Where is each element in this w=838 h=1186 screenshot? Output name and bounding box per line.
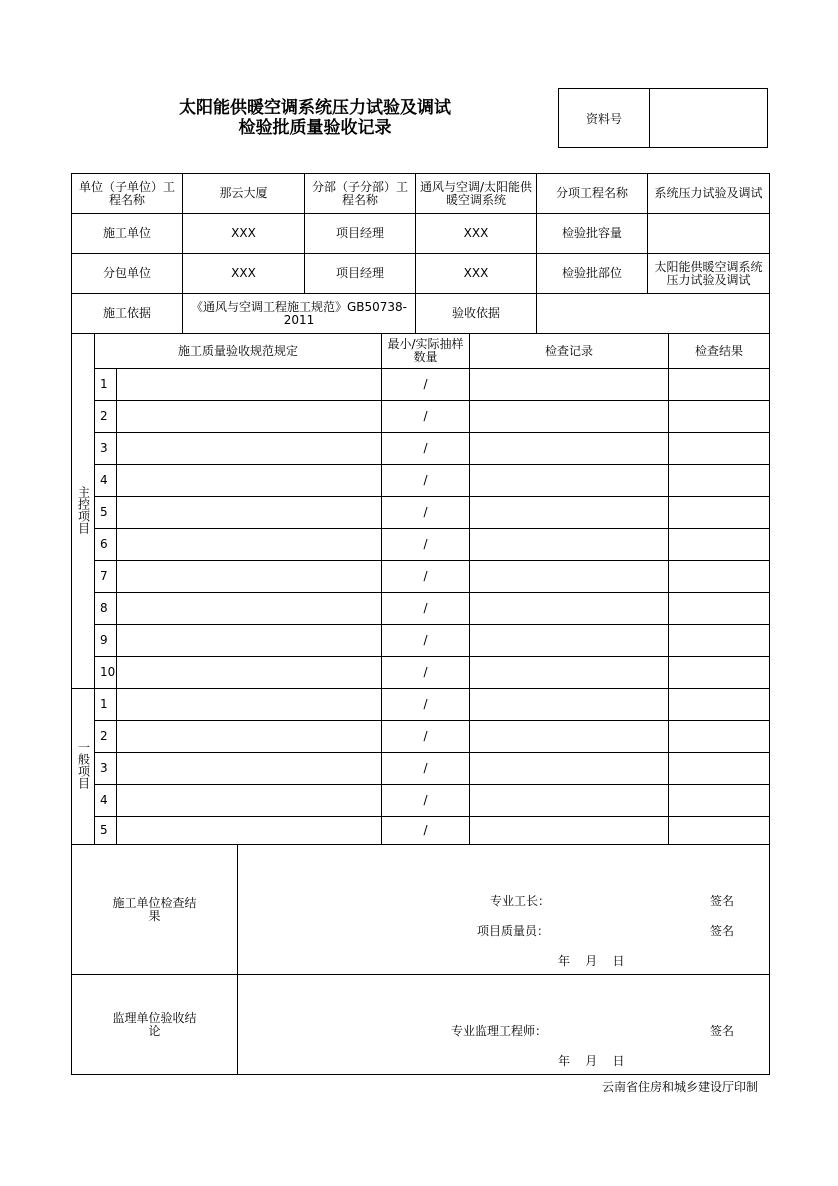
record-cell[interactable] — [470, 401, 669, 433]
doc-number-box — [558, 88, 768, 148]
sample-cell[interactable]: / — [382, 625, 470, 657]
pm2-value[interactable]: XXX — [416, 254, 537, 294]
items-table — [71, 333, 770, 845]
spec-cell[interactable] — [117, 785, 382, 817]
row-number: 8 — [95, 593, 117, 625]
qc-sign[interactable]: 签名 — [710, 924, 735, 938]
spec-cell[interactable] — [117, 817, 382, 845]
capacity-label: 检验批容量 — [537, 214, 648, 254]
table-row — [72, 625, 770, 657]
result-cell[interactable] — [669, 657, 770, 689]
unit-label: 单位（子单位）工程名称 — [72, 174, 183, 214]
result-cell[interactable] — [669, 433, 770, 465]
row-number: 2 — [95, 721, 117, 753]
result-cell[interactable] — [669, 817, 770, 845]
row-number: 1 — [95, 369, 117, 401]
result-cell[interactable] — [669, 401, 770, 433]
record-cell[interactable] — [470, 529, 669, 561]
foreman-label: 专业工长： — [490, 894, 551, 908]
record-cell[interactable] — [470, 465, 669, 497]
header-table — [71, 173, 770, 334]
sample-cell[interactable]: / — [382, 497, 470, 529]
record-cell[interactable] — [470, 625, 669, 657]
record-cell[interactable] — [470, 561, 669, 593]
record-cell[interactable] — [470, 721, 669, 753]
spec-cell[interactable] — [117, 497, 382, 529]
result-cell[interactable] — [669, 753, 770, 785]
sample-cell[interactable]: / — [382, 753, 470, 785]
row-number: 6 — [95, 529, 117, 561]
location-label: 检验批部位 — [537, 254, 648, 294]
spec-cell[interactable] — [117, 401, 382, 433]
col-record-header: 检查记录 — [470, 334, 669, 369]
sample-cell[interactable]: / — [382, 721, 470, 753]
spec-cell[interactable] — [117, 433, 382, 465]
spec-cell[interactable] — [117, 721, 382, 753]
main-items-label: 主控项目 — [72, 334, 95, 689]
general-items-label: 一般项目 — [72, 689, 95, 845]
location-value[interactable]: 太阳能供暖空调系统压力试验及调试 — [648, 254, 770, 294]
result-cell[interactable] — [669, 785, 770, 817]
result-cell[interactable] — [669, 369, 770, 401]
spec-cell[interactable] — [117, 657, 382, 689]
sample-cell[interactable]: / — [382, 433, 470, 465]
result-cell[interactable] — [669, 689, 770, 721]
row-number: 5 — [95, 497, 117, 529]
record-cell[interactable] — [470, 657, 669, 689]
table-row — [72, 753, 770, 785]
engineer-label: 专业监理工程师： — [451, 1024, 548, 1038]
spec-cell[interactable] — [117, 561, 382, 593]
record-cell[interactable] — [470, 369, 669, 401]
engineer-sign[interactable]: 签名 — [710, 1024, 735, 1038]
sample-cell[interactable]: / — [382, 689, 470, 721]
accept-value[interactable] — [537, 294, 770, 334]
sample-cell[interactable]: / — [382, 401, 470, 433]
sample-cell[interactable]: / — [382, 785, 470, 817]
subitem-value[interactable]: 系统压力试验及调试 — [648, 174, 770, 214]
title-line-1: 太阳能供暖空调系统压力试验及调试 — [179, 98, 451, 118]
pm2-label: 项目经理 — [305, 254, 416, 294]
row-number: 5 — [95, 817, 117, 845]
qc-label: 项目质量员： — [477, 924, 550, 938]
sample-cell[interactable]: / — [382, 593, 470, 625]
sample-cell[interactable]: / — [382, 465, 470, 497]
table-row — [72, 689, 770, 721]
subitem-label: 分项工程名称 — [537, 174, 648, 214]
footer-text: 云南省住房和城乡建设厅印制 — [601, 1080, 758, 1094]
table-row — [72, 369, 770, 401]
document-title — [120, 98, 510, 138]
result-cell[interactable] — [669, 561, 770, 593]
table-row — [72, 561, 770, 593]
accept-label: 验收依据 — [416, 294, 537, 334]
col-result-header: 检查结果 — [669, 334, 770, 369]
table-row — [72, 593, 770, 625]
supervision-label: 监理单位验收结论 — [72, 975, 238, 1075]
table-row — [72, 433, 770, 465]
result-cell[interactable] — [669, 497, 770, 529]
sample-cell[interactable]: / — [382, 561, 470, 593]
division-value[interactable]: 通风与空调/太阳能供暖空调系统 — [416, 174, 537, 214]
spec-cell[interactable] — [117, 369, 382, 401]
sample-cell[interactable]: / — [382, 817, 470, 845]
spec-cell[interactable] — [117, 593, 382, 625]
record-cell[interactable] — [470, 689, 669, 721]
construction-date[interactable]: 年 月 日 — [558, 954, 625, 968]
pm-value[interactable]: XXX — [416, 214, 537, 254]
pm-label: 项目经理 — [305, 214, 416, 254]
table-row — [72, 785, 770, 817]
col-spec-header: 施工质量验收规范规定 — [95, 334, 382, 369]
row-number: 9 — [95, 625, 117, 657]
capacity-value[interactable] — [648, 214, 770, 254]
result-cell[interactable] — [669, 465, 770, 497]
table-row — [72, 721, 770, 753]
contractor-value[interactable]: XXX — [183, 214, 305, 254]
doc-number-value[interactable] — [650, 89, 768, 148]
supervision-date[interactable]: 年 月 日 — [558, 1054, 625, 1068]
table-row — [72, 401, 770, 433]
row-number: 10 — [95, 657, 117, 689]
row-number: 3 — [95, 433, 117, 465]
sub-label: 分包单位 — [72, 254, 183, 294]
row-number: 3 — [95, 753, 117, 785]
record-cell[interactable] — [470, 433, 669, 465]
col-sample-header: 最小/实际抽样数量 — [382, 334, 470, 369]
row-number: 2 — [95, 401, 117, 433]
spec-cell[interactable] — [117, 625, 382, 657]
doc-number-label: 资料号 — [559, 89, 650, 148]
basis-value[interactable]: 《通风与空调工程施工规范》GB50738-2011 — [183, 294, 416, 334]
spec-cell[interactable] — [117, 753, 382, 785]
sub-value[interactable]: XXX — [183, 254, 305, 294]
row-number: 1 — [95, 689, 117, 721]
record-cell[interactable] — [470, 817, 669, 845]
construction-label: 施工单位检查结果 — [72, 845, 238, 975]
table-row — [72, 529, 770, 561]
sample-cell[interactable]: / — [382, 529, 470, 561]
row-number: 4 — [95, 785, 117, 817]
record-cell[interactable] — [470, 593, 669, 625]
spec-cell[interactable] — [117, 465, 382, 497]
record-cell[interactable] — [470, 497, 669, 529]
record-cell[interactable] — [470, 785, 669, 817]
title-line-2: 检验批质量验收记录 — [238, 118, 392, 138]
table-row — [72, 657, 770, 689]
table-row — [72, 817, 770, 845]
sample-cell[interactable]: / — [382, 369, 470, 401]
result-cell[interactable] — [669, 625, 770, 657]
table-row — [72, 465, 770, 497]
result-cell[interactable] — [669, 593, 770, 625]
division-label: 分部（子分部）工程名称 — [305, 174, 416, 214]
spec-cell[interactable] — [117, 689, 382, 721]
row-number: 7 — [95, 561, 117, 593]
contractor-label: 施工单位 — [72, 214, 183, 254]
result-cell[interactable] — [669, 721, 770, 753]
unit-value[interactable]: 那云大厦 — [183, 174, 305, 214]
basis-label: 施工依据 — [72, 294, 183, 334]
construction-area[interactable] — [238, 845, 770, 975]
table-row — [72, 497, 770, 529]
spec-cell[interactable] — [117, 529, 382, 561]
result-cell[interactable] — [669, 529, 770, 561]
foreman-sign[interactable]: 签名 — [710, 894, 735, 908]
signoff-table — [71, 844, 770, 1075]
record-cell[interactable] — [470, 753, 669, 785]
sample-cell[interactable]: / — [382, 657, 470, 689]
row-number: 4 — [95, 465, 117, 497]
